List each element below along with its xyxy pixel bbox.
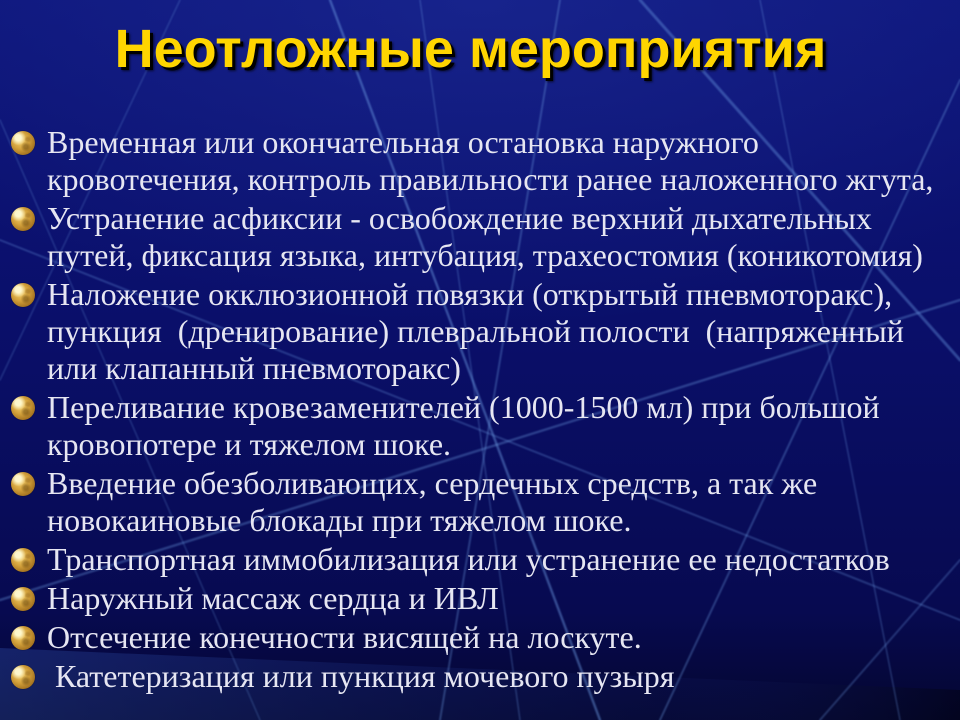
bullet-text-line: кровотечения, контроль правильности ранее наложенного жгута, (47, 161, 934, 197)
bullet-text-line: Наложение окклюзионной повязки (открытый пневмоторакс), (47, 276, 893, 312)
bullet-item (47, 389, 947, 463)
gold-bullet-icon (11, 283, 35, 307)
bullet-item (47, 619, 947, 656)
bullet-text-line: Транспортная иммобилизация или устранение ее недостатков (47, 541, 890, 577)
gold-bullet-icon (11, 472, 35, 496)
bullet-item (47, 200, 947, 274)
gold-bullet-icon (11, 665, 35, 689)
bullet-item (47, 580, 947, 617)
bullet-item (47, 541, 947, 578)
bullet-text-line: новокаиновые блокады при тяжелом шоке. (47, 502, 632, 538)
gold-bullet-icon (11, 626, 35, 650)
bullet-item (47, 124, 947, 198)
bullet-text-line: путей, фиксация языка, интубация, трахеостомия (коникотомия) (47, 237, 923, 273)
slide-title: Неотложные мероприятия (114, 19, 827, 79)
bullet-text-line: Устранение асфиксии - освобождение верхний дыхательных (47, 200, 872, 236)
gold-bullet-icon (11, 396, 35, 420)
bullet-item (47, 658, 947, 695)
bullet-text-line: Катетеризация или пункция мочевого пузыря (47, 658, 675, 694)
bullet-text-line: Введение обезболивающих, сердечных средств, а так же (47, 465, 818, 501)
bullet-item (47, 465, 947, 539)
gold-bullet-icon (11, 587, 35, 611)
gold-bullet-icon (11, 548, 35, 572)
gold-bullet-icon (11, 131, 35, 155)
bullet-list (47, 124, 947, 695)
bullet-text-line: или клапанный пневмоторакс) (47, 350, 461, 386)
bullet-text-line: пункция (дренирование) плевральной полости (напряженный (47, 313, 904, 349)
bullet-text-line: Переливание кровезаменителей (1000-1500 мл) при большой (47, 389, 880, 425)
bullet-text-line: Наружный массаж сердца и ИВЛ (47, 580, 499, 616)
bullet-text-line: Временная или окончательная остановка наружного (47, 124, 759, 160)
bullet-item (47, 276, 947, 387)
bullet-text-line: Отсечение конечности висящей на лоскуте. (47, 619, 642, 655)
bullet-text-line: кровопотере и тяжелом шоке. (47, 426, 452, 462)
gold-bullet-icon (11, 207, 35, 231)
